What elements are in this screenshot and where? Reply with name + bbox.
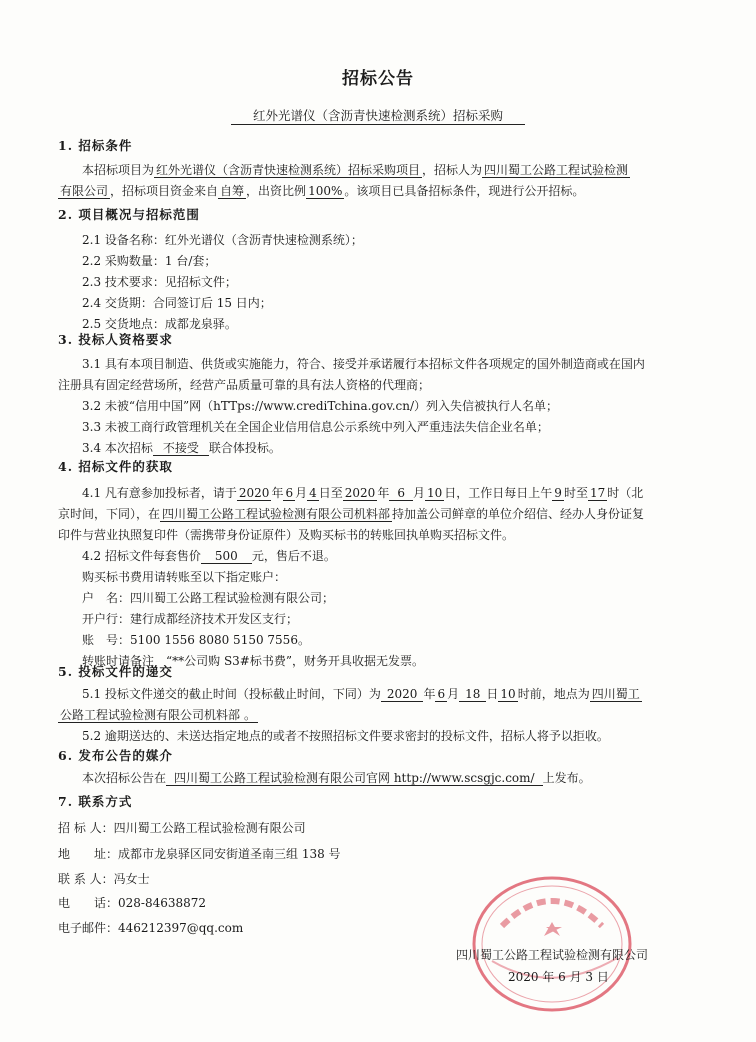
start-month: 6 [285,486,294,500]
section-6-heading: 6. 发布公告的媒介 [58,748,173,763]
text: 时前，地点为 [517,687,590,701]
text: 日 [486,687,499,701]
text: 上发布。 [542,771,591,785]
text: ，招标项目资金来自 [110,184,219,198]
contact-row [58,893,206,914]
subtitle-text: 红外光谱仪（含沥青快速检测系统）招标采购 [231,108,525,125]
text: 。该项目已具备招标条件，现进行公开招标。 [344,184,585,198]
footer-date: 2020 年 6 月 3 日 [508,970,609,984]
section-4-line-2 [58,504,644,525]
text: 年 [377,486,390,500]
submit-location: 四川蜀工 [591,687,640,701]
document-price: 500 [201,549,252,564]
seal-ring [474,878,630,1010]
text: 月 [295,486,308,500]
section-2-heading: 2. 项目概况与招标范围 [58,207,200,222]
account-number: 账 号：5100 1556 8080 5150 7556。 [82,633,310,647]
text: 3.4 本次招标 [82,441,153,455]
section-1-line-1 [82,160,630,181]
seal-arc-lettering [502,901,602,926]
section-5-line-1 [82,684,642,705]
submit-location-cont: 公路工程试验检测有限公司机料部 [60,708,241,722]
contact-label: 招 标 人： [58,821,114,835]
section-4-line-1 [82,483,643,504]
section-4-line-4 [82,546,336,567]
company-seal-icon [452,866,652,1016]
text: 4.2 招标文件每套售价 [82,549,201,563]
section-6-line [82,768,591,789]
contact-label: 电子邮件： [58,921,119,935]
text: 元，售后不退。 [251,549,336,563]
end-month: 6 [389,486,413,501]
section-2-item: 2.4 交货期：合同签订后 15 日内； [82,296,272,310]
contact-label: 联 系 人： [58,872,114,886]
start-day: 4 [309,486,317,500]
tenderer-name-cont: 有限公司 [60,184,109,198]
contact-row [58,844,341,865]
deadline-month: 6 [437,687,446,701]
text: 京时间，下同），在 [58,507,161,521]
section-5-heading: 5. 投标文件的递交 [58,664,173,679]
section-3-line [82,438,281,459]
text: 月 [412,486,425,500]
contact-value: 446212397@qq.com [118,921,244,935]
text: 5.1 投标文件递交的截止时间（投标截止时间，下同）为 [82,687,381,701]
text: 持加盖公司鲜章的单位介绍信、经办人身份证复 [392,507,645,521]
section-3-line: 3.3 未被工商行政管理机关在全国企业信用信息公示系统中列入严重违法失信企业名单； [82,420,549,434]
deadline-year: 2020 [381,687,424,702]
contact-row [58,869,150,890]
contact-value: 四川蜀工公路工程试验检测有限公司 [113,821,306,835]
text: 年 [271,486,284,500]
fund-source: 自筹 [220,184,245,198]
text: 本招标项目为 [82,163,155,177]
text: 时（北 [607,486,644,500]
deadline-day: 18 [459,687,486,702]
consortium-accept: 不接受 [153,441,209,456]
start-hour: 9 [554,486,562,500]
text: ，招标人为 [422,163,483,177]
section-4-line: 购买标书费用请转账至以下指定账户： [82,570,287,584]
section-2-item: 2.2 采购数量：1 台/套； [82,254,217,268]
text: 月 [447,687,460,701]
end-year: 2020 [344,486,376,500]
section-7-heading: 7. 联系方式 [58,794,133,809]
section-3-line: 注册具有固定经营场所，经营产品质量可靠的具有法人资格的代理商； [58,378,431,392]
section-3-line: 3.2 未被“信用中国”网（hTTps://www.crediTchina.gov.cn/）列入失信被执行人名单； [82,399,559,413]
section-5-line-2 [58,705,258,726]
text: 联合体投标。 [208,441,281,455]
section-1-heading: 1. 招标条件 [58,138,133,153]
text: 本次招标公告在 [82,771,167,785]
section-5-line-3: 5.2 逾期送达的、未送达指定地点的或者不按照招标文件要求密封的投标文件，招标人将予以拒收。 [82,729,609,743]
end-hour: 17 [589,486,606,500]
tenderer-name: 四川蜀工公路工程试验检测 [484,163,629,177]
footer-company: 四川蜀工公路工程试验检测有限公司 [456,948,649,962]
section-4-line-3: 印件与营业执照复印件（需携带身份证原件）及购买标书的转账回执单购买招标文件。 [58,528,515,542]
text: 年 [423,687,436,701]
section-4-heading: 4. 招标文件的获取 [58,459,173,474]
section-1-line-2 [58,181,584,202]
section-3-line: 3.1 具有本项目制造、供货或实施能力，符合、接受并承诺履行本招标文件各项规定的国外制造商或在国内 [82,357,645,371]
section-3-heading: 3. 投标人资格要求 [58,332,173,347]
page-subtitle [0,106,756,124]
contact-value: 028-84638872 [118,896,207,910]
contact-label: 电 话： [58,896,119,910]
seal-star [544,922,562,936]
section-2-item: 2.5 交货地点：成都龙泉驿。 [82,317,237,331]
section-2-item: 2.1 设备名称：红外光谱仪（含沥青快速检测系统）； [82,233,363,247]
project-name: 红外光谱仪（含沥青快速检测系统）招标采购项目 [156,163,421,177]
text: 。 [244,708,257,722]
transfer-note: 转账时请备注 “**公司购 S3#标书费”，财务开具收据无发票。 [82,654,424,668]
account-name: 户 名：四川蜀工公路工程试验检测有限公司； [82,591,335,605]
publish-media: 四川蜀工公路工程试验检测有限公司官网 http://www.scsgjc.com/ [166,771,543,786]
contact-row [58,918,243,939]
contact-label: 地 址： [58,847,119,861]
contact-value: 成都市龙泉驿区同安街道圣南三组 138 号 [118,847,341,861]
end-day: 10 [427,486,443,500]
text: 时至 [563,486,588,500]
contact-value: 冯女士 [113,872,150,886]
fund-ratio: 100% [308,184,343,198]
page-title: 招标公告 [342,69,414,89]
section-2-item: 2.3 技术要求：见招标文件； [82,275,237,289]
contact-row [58,818,306,839]
start-year: 2020 [238,486,270,500]
text: ，出资比例 [246,184,307,198]
text: 日至 [318,486,343,500]
text: 4.1 凡有意参加投标者，请于 [82,486,237,500]
text: 日，工作日每日上午 [444,486,553,500]
account-bank: 开户行：建行成都经济技术开发区支行； [82,612,299,626]
deadline-hour: 10 [500,687,516,701]
purchase-location: 四川蜀工公路工程试验检测有限公司机料部 [162,507,391,521]
